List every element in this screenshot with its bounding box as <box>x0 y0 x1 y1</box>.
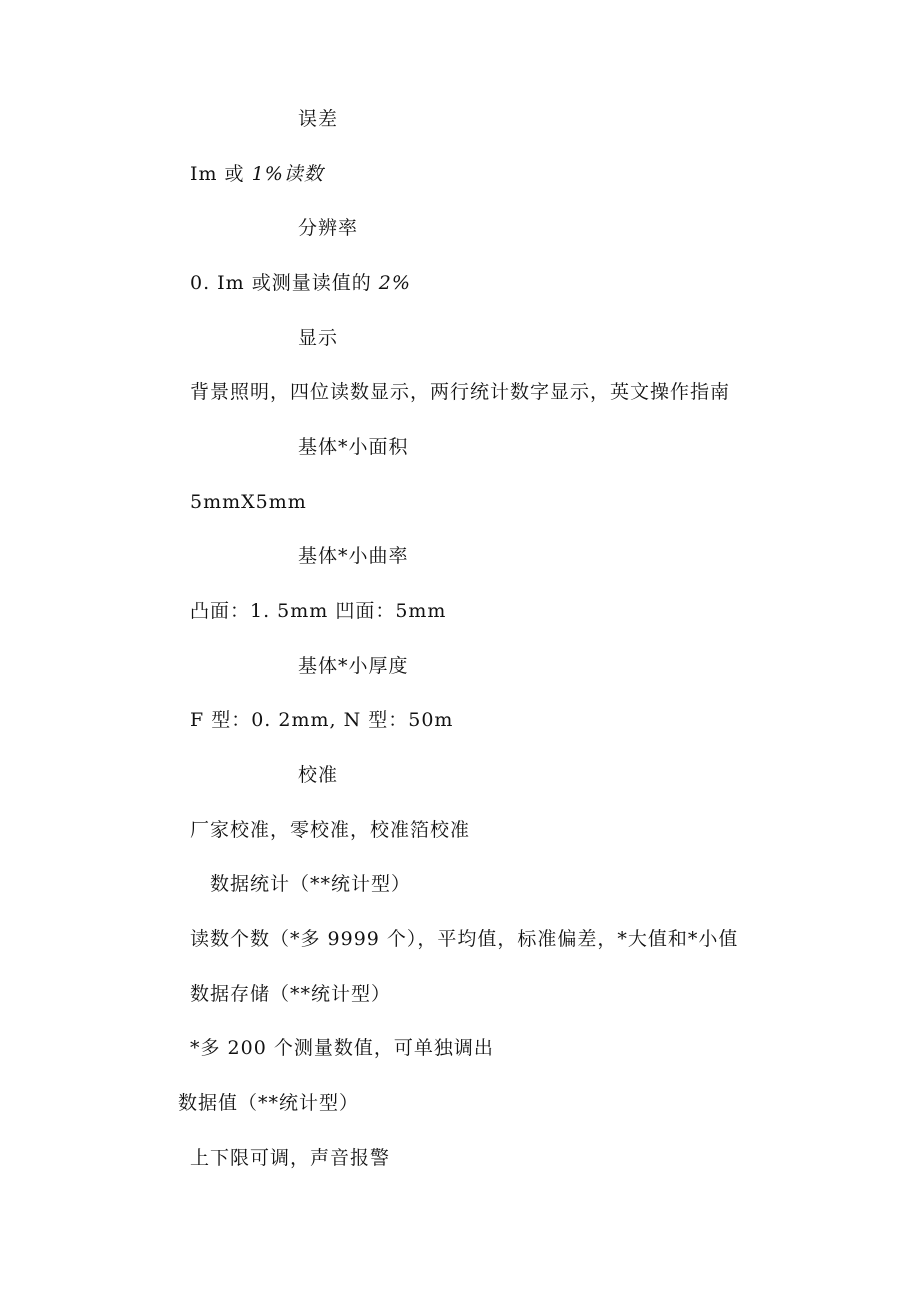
spec-label-display: 显示 <box>298 327 339 349</box>
spec-label-min-thickness: 基体*小厚度 <box>298 655 409 677</box>
spec-value-resolution-main: 0. Im 或测量读值的 <box>190 272 379 294</box>
spec-value-resolution <box>190 271 411 295</box>
spec-label-min-curvature: 基体*小曲率 <box>298 545 409 567</box>
stats-value-limits: 上下限可调，声音报警 <box>190 1147 391 1169</box>
spec-label-min-area: 基体*小面积 <box>298 436 409 458</box>
stats-label-statistics: 数据统计（**统计型） <box>210 873 412 895</box>
spec-value-resolution-italic: 2% <box>378 272 411 294</box>
spec-value-error-italic: 1%读数 <box>251 163 324 185</box>
spec-value-error-main: Im 或 <box>190 163 252 185</box>
stats-value-statistics: 读数个数（*多 9999 个），平均值，标准偏差，*大值和*小值 <box>190 928 739 950</box>
spec-label-error: 误差 <box>298 108 339 130</box>
stats-label-storage: 数据存储（**统计型） <box>190 983 392 1005</box>
spec-label-resolution: 分辨率 <box>298 217 359 239</box>
stats-value-storage: *多 200 个测量数值，可单独调出 <box>190 1037 494 1059</box>
spec-value-min-area: 5mmX5mm <box>190 491 307 513</box>
spec-value-error <box>190 162 324 186</box>
spec-value-display: 背景照明，四位读数显示，两行统计数字显示，英文操作指南 <box>190 381 731 403</box>
spec-value-min-curvature: 凸面：1. 5mm 凹面：5mm <box>190 600 447 622</box>
spec-value-calibration: 厂家校准，零校准，校准箔校准 <box>190 819 471 841</box>
spec-value-min-thickness: F 型：0. 2mm, N 型：50m <box>190 709 454 731</box>
spec-label-calibration: 校准 <box>298 764 339 786</box>
stats-label-limits: 数据值（**统计型） <box>178 1092 360 1114</box>
